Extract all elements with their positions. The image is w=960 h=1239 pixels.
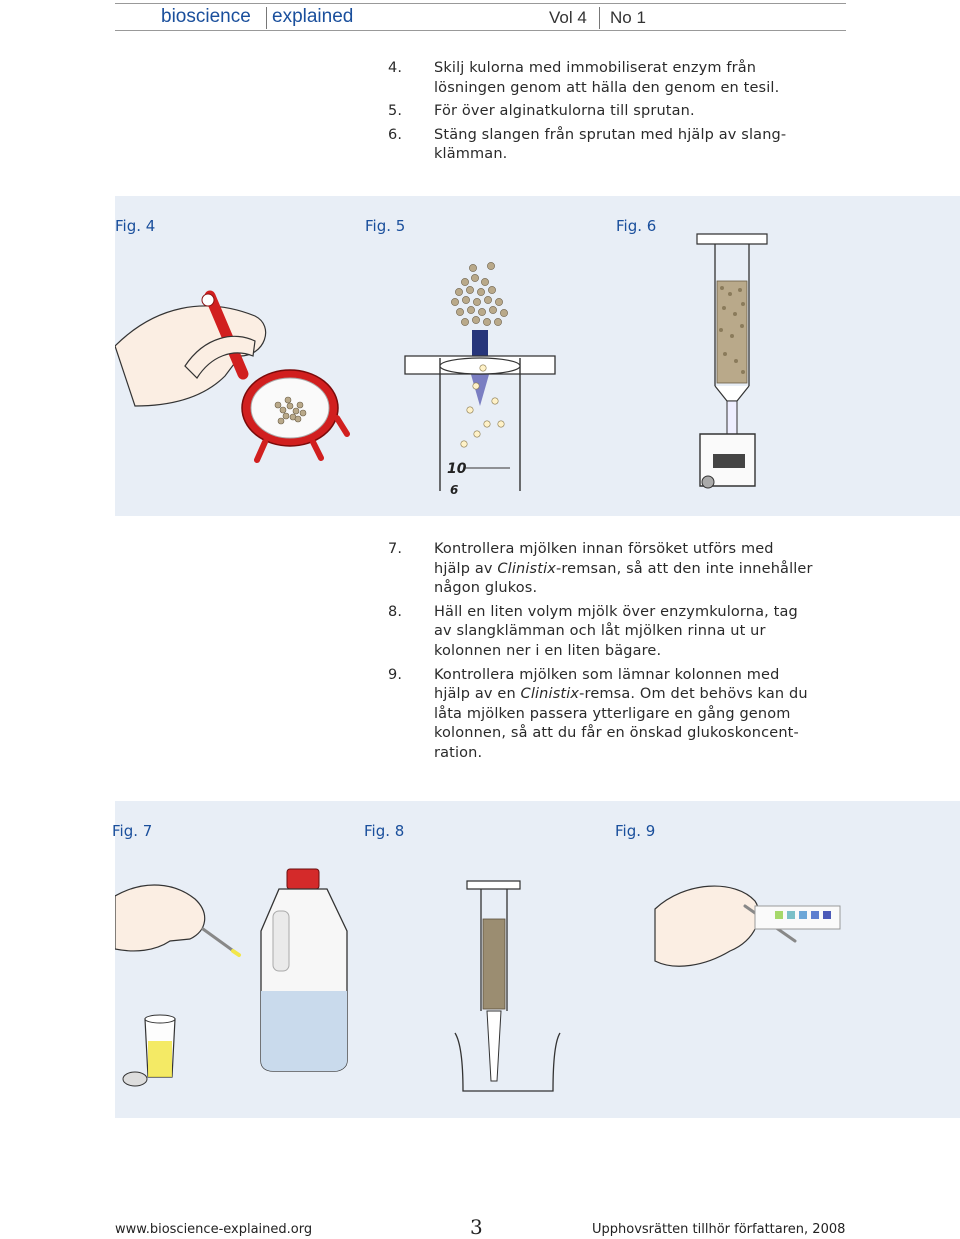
- page-number: 3: [470, 1215, 483, 1239]
- syringe-mark-10: 10: [447, 461, 467, 477]
- step-text: klämman.: [434, 146, 508, 163]
- brand-explained: explained: [272, 6, 354, 27]
- step-text: någon glukos.: [434, 580, 538, 597]
- brand-science: science: [186, 6, 251, 27]
- step-9: [388, 666, 838, 764]
- step-text: Stäng slangen från sprutan med hjälp av slang-: [434, 126, 787, 143]
- step-6: [388, 126, 838, 165]
- header-rule-top: [115, 3, 846, 4]
- step-number: 6.: [388, 126, 403, 143]
- figure-label-5: Fig. 5: [365, 217, 406, 235]
- figure-panel-top: [115, 196, 960, 516]
- step-text: För över alginatkulorna till sprutan.: [434, 103, 695, 120]
- step-8: [388, 603, 838, 662]
- step-text: av slangklämman och låt mjölken rinna ut ur: [434, 623, 766, 640]
- step-text: ration.: [434, 744, 483, 761]
- column-over-beaker-illustration: [455, 881, 560, 1091]
- figure-label-9: Fig. 9: [615, 822, 656, 840]
- milk-bottle-illustration: [261, 869, 347, 1071]
- figure-illustrations-top: [115, 196, 960, 516]
- step-text: -remsa. Om det behövs kan du: [579, 686, 808, 703]
- step-text: lösningen genom att hälla den genom en tesil.: [434, 79, 780, 96]
- step-list-bottom: [388, 540, 838, 764]
- strip-reading-illustration: [655, 886, 840, 966]
- step-text: -remsan, så att den inte innehåller: [555, 560, 813, 577]
- column-with-clamp-illustration: [697, 234, 767, 488]
- step-text: hjälp av: [434, 560, 498, 577]
- brand-logo: [161, 6, 251, 28]
- step-5: [388, 102, 838, 122]
- step-number: 4.: [388, 60, 403, 76]
- header-separator: [266, 7, 267, 29]
- step-text: Häll en liten volym mjölk över enzymkulorna, tag: [434, 603, 798, 620]
- step-text: kolonnen, så att du får en önskad glukoskoncent-: [434, 725, 799, 742]
- footer-url[interactable]: www.bioscience-explained.org: [115, 1222, 313, 1237]
- tea-strainer-illustration: [115, 294, 347, 460]
- footer-copyright: Upphovsrätten tillhör författaren, 2008: [592, 1222, 846, 1237]
- step-text: låta mjölken passera ytterligare en gång genom: [434, 705, 791, 722]
- clinistix-test-illustration: [115, 885, 239, 1086]
- step-text: Kontrollera mjölken som lämnar kolonnen med: [434, 666, 780, 683]
- volume-label: Vol 4: [549, 8, 587, 27]
- figure-illustrations-bottom: [115, 801, 960, 1118]
- figure-label-7: Fig. 7: [112, 822, 153, 840]
- issue-number: No 1: [610, 8, 646, 27]
- figure-panel-bottom: [112, 801, 960, 1118]
- header-rule-bottom: [115, 30, 846, 31]
- step-number: 8.: [388, 603, 403, 620]
- step-7: [388, 540, 838, 599]
- step-text: hjälp av en: [434, 686, 521, 703]
- figure-label-4: Fig. 4: [115, 217, 156, 235]
- header-separator: [599, 7, 600, 29]
- figure-label-8: Fig. 8: [364, 822, 405, 840]
- syringe-barrel-illustration: [405, 262, 555, 497]
- step-text: Kontrollera mjölken innan försöket utförs med: [434, 541, 774, 557]
- step-text: Skilj kulorna med immobiliserat enzym från: [434, 60, 757, 76]
- step-number: 5.: [388, 103, 403, 120]
- step-4: [388, 59, 838, 98]
- step-number: 7.: [388, 541, 403, 557]
- brand-bio: bio: [161, 6, 187, 27]
- product-name: Clinistix: [497, 560, 556, 577]
- step-text: kolonnen ner i en liten bägare.: [434, 642, 662, 659]
- step-number: 9.: [388, 666, 403, 683]
- product-name: Clinistix: [520, 686, 580, 703]
- figure-label-6: Fig. 6: [616, 217, 657, 235]
- syringe-mark-6: 6: [450, 483, 459, 497]
- step-list-top: [388, 59, 838, 165]
